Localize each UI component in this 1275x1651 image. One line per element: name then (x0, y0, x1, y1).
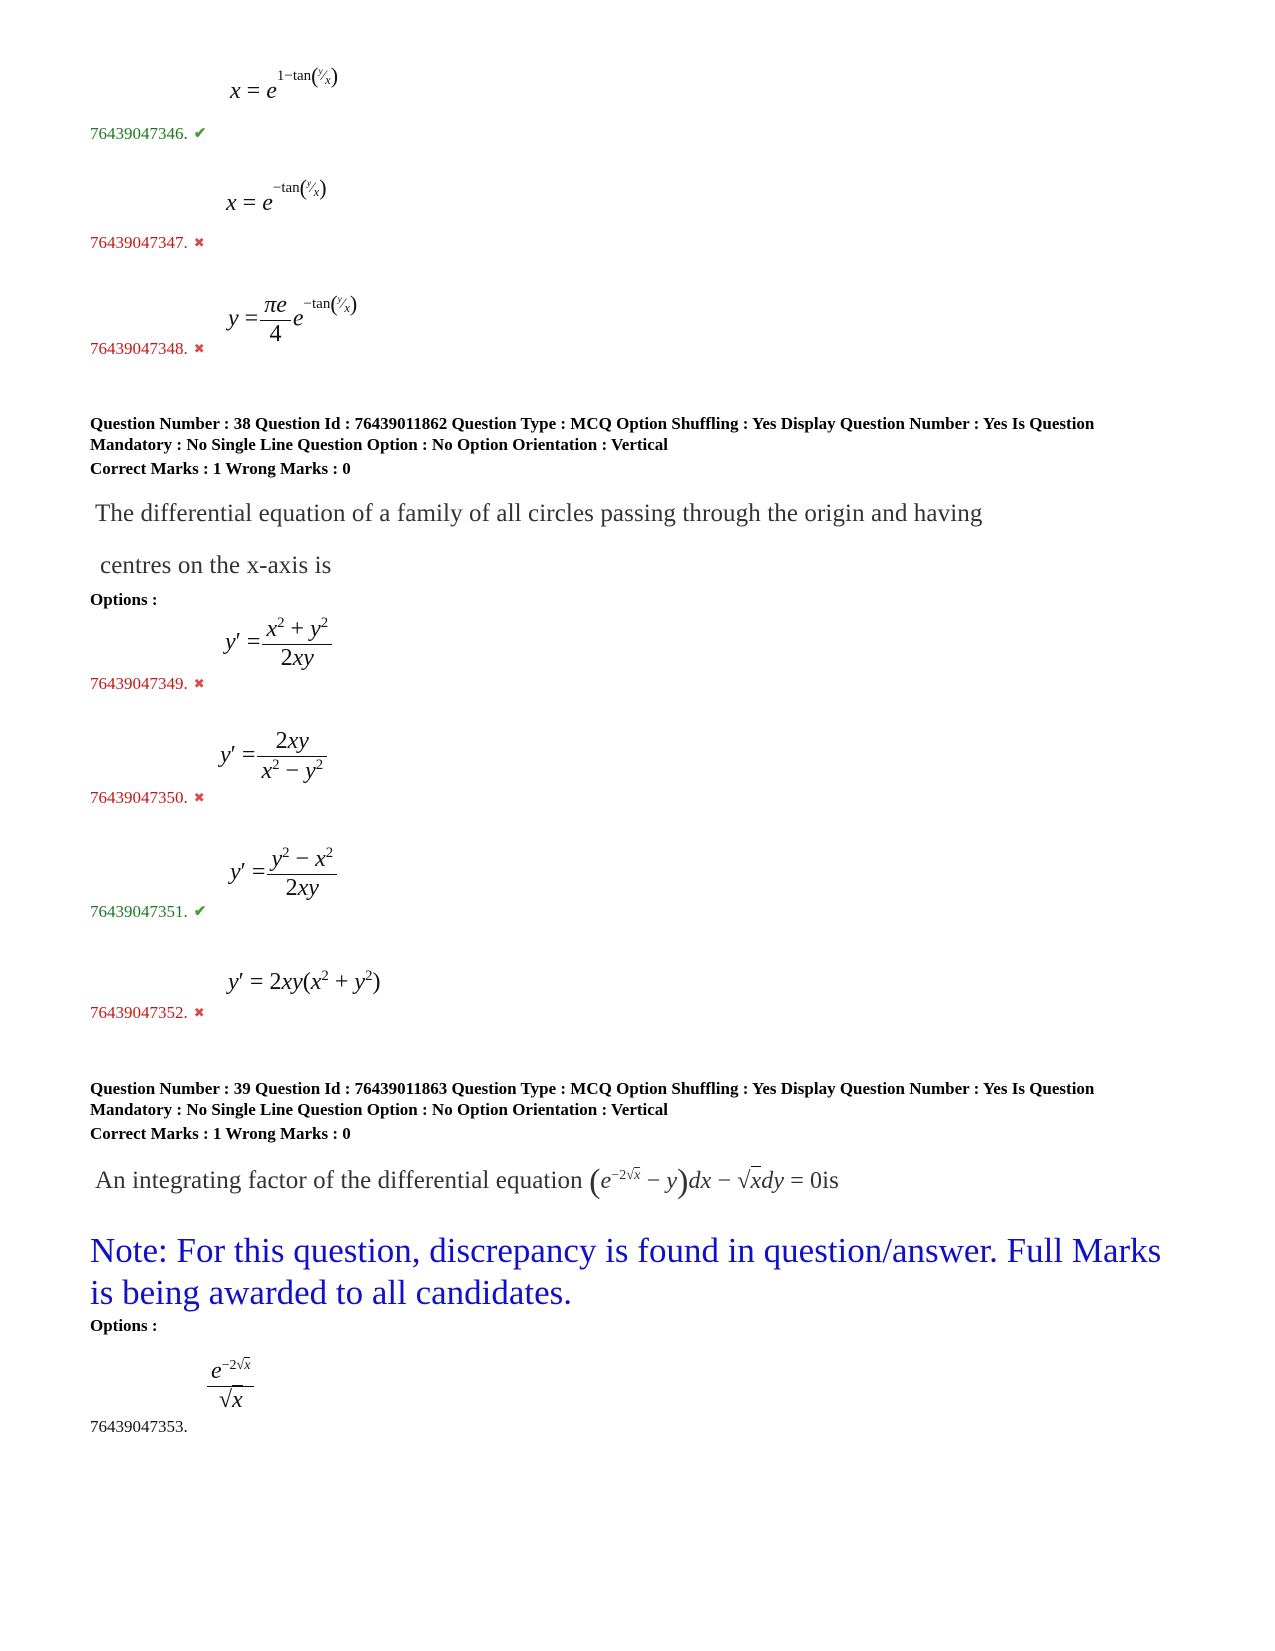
option-id-348: 76439047348. ✖ (90, 339, 205, 358)
check-icon: ✔ (193, 126, 207, 142)
option-id-347: 76439047347. ✖ (90, 233, 205, 252)
formula-option-349: y′ = $\frac{x^2 + y^2}{2xy}$ (225, 615, 334, 672)
formula-option-351: y′ = $\frac{y^2 - x^2}{2xy}$ (230, 845, 339, 902)
options-label: Options : (90, 590, 158, 609)
options-label: Options : (90, 1316, 158, 1335)
formula-option-352: $y' = 2xy(x^2 + y^2)$ (228, 968, 381, 995)
option-id-353: 76439047353. (90, 1417, 188, 1436)
question-39-equation: $(e^{-2√x} - y)dx - √xdy = 0$ (589, 1163, 823, 1200)
formula-option-347: $x = e^{-tan(^y⁄_x)}$ (226, 175, 327, 216)
cross-icon: ✖ (193, 341, 205, 356)
option-id-350: 76439047350. ✖ (90, 788, 205, 807)
cross-icon: ✖ (193, 676, 205, 691)
option-id-349: 76439047349. ✖ (90, 674, 205, 693)
option-id-352: 76439047352. ✖ (90, 1003, 205, 1022)
option-id-351: 76439047351. ✔ (90, 902, 207, 921)
cross-icon: ✖ (193, 1005, 205, 1020)
formula-option-353: $\frac{e^{-2√x}}{√x}$ (205, 1358, 256, 1414)
question-39-note: Note: For this question, discrepancy is found in question/answer. Full Marks is being awarded to all candidates. (90, 1231, 1162, 1312)
question-38-meta: Question Number : 38 Question Id : 76439011862 Question Type : MCQ Option Shuffling : Yes Display Question Number : Yes Is Question Mandatory : No Single Line Question Option : No Option Orientation : Vertical Correct Marks : 1 Wrong Marks : 0 (90, 414, 1095, 478)
cross-icon: ✖ (193, 790, 205, 805)
formula-option-350: y′ = $\frac{2xy}{x^2 - y^2}$ (220, 728, 329, 785)
question-38-text-line1: The differential equation of a family of all circles passing through the origin and having (95, 500, 983, 527)
formula-option-348: y = $\frac{\pi e}{4}$ $e^{-tan(^y⁄_x)}$ (228, 290, 358, 347)
question-38-text-line2: centres on the x-axis is (100, 552, 332, 579)
question-39-text: An integrating factor of the differential equation $(e^{-2√x} - y)dx - √xdy = 0is$ (95, 1163, 839, 1200)
check-icon: ✔ (193, 904, 207, 920)
formula-option-346: $x = e^{1-tan(^y⁄_x)}$ (230, 63, 339, 104)
question-39-meta: Question Number : 39 Question Id : 76439011863 Question Type : MCQ Option Shuffling : Yes Display Question Number : Yes Is Question Mandatory : No Single Line Question Option : No Option Orientation : Vertical Correct Marks : 1 Wrong Marks : 0 (90, 1079, 1095, 1143)
cross-icon: ✖ (193, 235, 205, 250)
option-id-346: 76439047346. ✔ (90, 124, 207, 143)
